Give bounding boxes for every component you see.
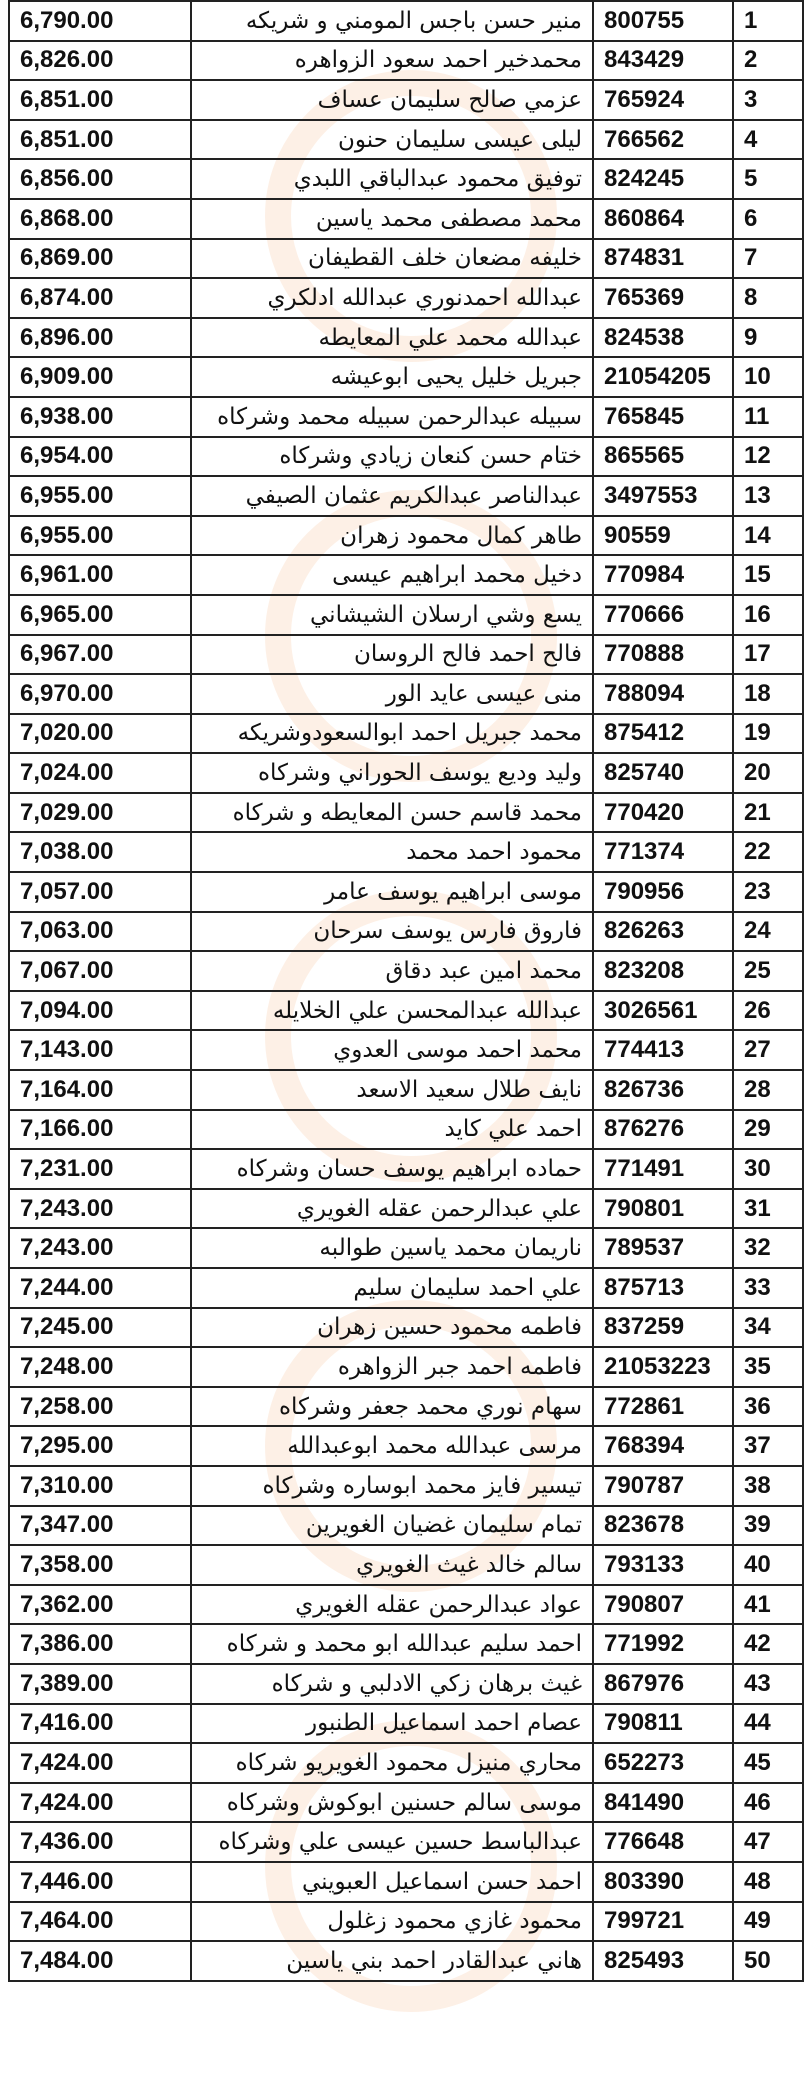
amount-cell: 7,436.00 [9,1822,191,1862]
account-number-cell: 823208 [593,951,733,991]
account-number-cell: 771992 [593,1624,733,1664]
name-cell: عصام احمد اسماعيل الطنبور [191,1704,593,1744]
row-index-cell: 26 [733,991,803,1031]
name-cell: عبدالله احمدنوري عبدالله ادلكري [191,278,593,318]
amount-cell: 7,362.00 [9,1585,191,1625]
table-row [9,714,803,754]
table-row [9,1268,803,1308]
name-cell: خليفه مضعان خلف القطيفان [191,239,593,279]
row-index-cell: 18 [733,674,803,714]
name-cell: محاري منيزل محمود الغويريو شركاه [191,1743,593,1783]
name-cell: دخيل محمد ابراهيم عيسى [191,555,593,595]
row-index-cell: 17 [733,635,803,675]
amount-cell: 6,868.00 [9,199,191,239]
table-row [9,120,803,160]
row-index-cell: 49 [733,1902,803,1942]
name-cell: غيث برهان زكي الادلبي و شركاه [191,1664,593,1704]
table-row [9,159,803,199]
account-number-cell: 799721 [593,1902,733,1942]
row-index-cell: 11 [733,397,803,437]
name-cell: فاطمه محمود حسين زهران [191,1308,593,1348]
row-index-cell: 36 [733,1387,803,1427]
account-number-cell: 790787 [593,1466,733,1506]
account-number-cell: 770666 [593,595,733,635]
account-number-cell: 90559 [593,516,733,556]
name-cell: سهام نوري محمد جعفر وشركاه [191,1387,593,1427]
account-number-cell: 874831 [593,239,733,279]
table-row [9,1030,803,1070]
account-number-cell: 843429 [593,41,733,81]
amount-cell: 7,244.00 [9,1268,191,1308]
amount-cell: 7,484.00 [9,1941,191,1981]
name-cell: عبدالله محمد علي المعايطه [191,318,593,358]
table-row [9,1664,803,1704]
amount-cell: 7,057.00 [9,872,191,912]
amount-cell: 7,258.00 [9,1387,191,1427]
table-body [9,1,803,1981]
row-index-cell: 27 [733,1030,803,1070]
table-row [9,635,803,675]
name-cell: مرسى عبدالله محمد ابوعبدالله [191,1426,593,1466]
account-number-cell: 867976 [593,1664,733,1704]
name-cell: منير حسن باجس المومني و شريكه [191,1,593,41]
name-cell: محمود غازي محمود زغلول [191,1902,593,1942]
account-number-cell: 770888 [593,635,733,675]
amount-cell: 6,826.00 [9,41,191,81]
account-number-cell: 823678 [593,1506,733,1546]
name-cell: علي عبدالرحمن عقله الغويري [191,1189,593,1229]
table-row [9,1070,803,1110]
amount-cell: 6,896.00 [9,318,191,358]
name-cell: فاطمه احمد جبر الزواهره [191,1347,593,1387]
amount-cell: 7,166.00 [9,1110,191,1150]
name-cell: فاروق فارس يوسف سرحان [191,912,593,952]
account-number-cell: 826263 [593,912,733,952]
name-cell: عزمي صالح سليمان عساف [191,80,593,120]
amount-cell: 6,856.00 [9,159,191,199]
row-index-cell: 45 [733,1743,803,1783]
table-row [9,1387,803,1427]
row-index-cell: 15 [733,555,803,595]
name-cell: عبدالله عبدالمحسن علي الخلايله [191,991,593,1031]
row-index-cell: 35 [733,1347,803,1387]
row-index-cell: 16 [733,595,803,635]
row-index-cell: 9 [733,318,803,358]
table-row [9,674,803,714]
amount-cell: 7,243.00 [9,1228,191,1268]
table-row [9,516,803,556]
table-row [9,239,803,279]
table-row [9,1822,803,1862]
account-number-cell: 768394 [593,1426,733,1466]
amount-cell: 7,164.00 [9,1070,191,1110]
amount-cell: 7,424.00 [9,1783,191,1823]
row-index-cell: 32 [733,1228,803,1268]
name-cell: محمد امين عبد دقاق [191,951,593,991]
table-row [9,278,803,318]
name-cell: موسى سالم حسنين ابوكوش وشركاه [191,1783,593,1823]
name-cell: توفيق محمود عبدالباقي اللبدي [191,159,593,199]
table-row [9,1308,803,1348]
account-number-cell: 790811 [593,1704,733,1744]
row-index-cell: 1 [733,1,803,41]
row-index-cell: 43 [733,1664,803,1704]
name-cell: نايف طلال سعيد الاسعد [191,1070,593,1110]
amount-cell: 6,790.00 [9,1,191,41]
row-index-cell: 3 [733,80,803,120]
amount-cell: 7,464.00 [9,1902,191,1942]
account-number-cell: 766562 [593,120,733,160]
amount-cell: 6,909.00 [9,357,191,397]
account-number-cell: 826736 [593,1070,733,1110]
table-row [9,1862,803,1902]
table-row [9,1743,803,1783]
row-index-cell: 29 [733,1110,803,1150]
table-row [9,1110,803,1150]
table-row [9,991,803,1031]
name-cell: محمدخير احمد سعود الزواهره [191,41,593,81]
amount-cell: 7,248.00 [9,1347,191,1387]
table-row [9,1704,803,1744]
table-row [9,832,803,872]
table-row [9,1902,803,1942]
account-number-cell: 790801 [593,1189,733,1229]
name-cell: ناريمان محمد ياسين طوالبه [191,1228,593,1268]
row-index-cell: 21 [733,793,803,833]
account-number-cell: 3497553 [593,476,733,516]
amount-cell: 6,851.00 [9,120,191,160]
name-cell: محمد مصطفى محمد ياسين [191,199,593,239]
amount-cell: 7,358.00 [9,1545,191,1585]
row-index-cell: 14 [733,516,803,556]
table-row [9,1189,803,1229]
account-number-cell: 21054205 [593,357,733,397]
amount-cell: 7,063.00 [9,912,191,952]
row-index-cell: 28 [733,1070,803,1110]
amount-cell: 7,143.00 [9,1030,191,1070]
name-cell: منى عيسى عايد الور [191,674,593,714]
amount-cell: 7,024.00 [9,753,191,793]
row-index-cell: 5 [733,159,803,199]
amount-cell: 6,851.00 [9,80,191,120]
name-cell: عواد عبدالرحمن عقله الغويري [191,1585,593,1625]
name-cell: ختام حسن كنعان زيادي وشركاه [191,437,593,477]
row-index-cell: 50 [733,1941,803,1981]
name-cell: محمود احمد محمد [191,832,593,872]
name-cell: عبدالباسط حسين عيسى علي وشركاه [191,1822,593,1862]
row-index-cell: 13 [733,476,803,516]
amount-cell: 6,955.00 [9,476,191,516]
amount-cell: 7,446.00 [9,1862,191,1902]
name-cell: سبيله عبدالرحمن سبيله محمد وشركاه [191,397,593,437]
account-number-cell: 790956 [593,872,733,912]
table-row [9,951,803,991]
row-index-cell: 23 [733,872,803,912]
account-number-cell: 837259 [593,1308,733,1348]
amount-cell: 7,347.00 [9,1506,191,1546]
table-row [9,872,803,912]
account-number-cell: 875713 [593,1268,733,1308]
row-index-cell: 10 [733,357,803,397]
table-row [9,1506,803,1546]
account-number-cell: 770420 [593,793,733,833]
table-row [9,437,803,477]
name-cell: احمد سليم عبدالله ابو محمد و شركاه [191,1624,593,1664]
account-number-cell: 824245 [593,159,733,199]
row-index-cell: 48 [733,1862,803,1902]
amount-cell: 7,231.00 [9,1149,191,1189]
account-number-cell: 765369 [593,278,733,318]
name-cell: جبريل خليل يحيى ابوعيشه [191,357,593,397]
table-row [9,595,803,635]
name-cell: سالم خالد غيث الغويري [191,1545,593,1585]
amount-cell: 6,965.00 [9,595,191,635]
row-index-cell: 37 [733,1426,803,1466]
account-number-cell: 803390 [593,1862,733,1902]
row-index-cell: 22 [733,832,803,872]
amount-cell: 6,970.00 [9,674,191,714]
amount-cell: 7,389.00 [9,1664,191,1704]
row-index-cell: 4 [733,120,803,160]
account-number-cell: 876276 [593,1110,733,1150]
table-row [9,753,803,793]
name-cell: محمد احمد موسى العدوي [191,1030,593,1070]
table-row [9,80,803,120]
table-row [9,41,803,81]
payments-table [8,0,804,1982]
amount-cell: 6,955.00 [9,516,191,556]
table-row [9,476,803,516]
amount-cell: 7,245.00 [9,1308,191,1348]
account-number-cell: 3026561 [593,991,733,1031]
row-index-cell: 40 [733,1545,803,1585]
amount-cell: 7,067.00 [9,951,191,991]
row-index-cell: 12 [733,437,803,477]
row-index-cell: 7 [733,239,803,279]
account-number-cell: 793133 [593,1545,733,1585]
row-index-cell: 2 [733,41,803,81]
row-index-cell: 8 [733,278,803,318]
account-number-cell: 790807 [593,1585,733,1625]
amount-cell: 7,386.00 [9,1624,191,1664]
table-row [9,397,803,437]
account-number-cell: 789537 [593,1228,733,1268]
table-row [9,1941,803,1981]
table-row [9,1,803,41]
table-row [9,1426,803,1466]
account-number-cell: 825493 [593,1941,733,1981]
name-cell: تمام سليمان غضيان الغويرين [191,1506,593,1546]
account-number-cell: 860864 [593,199,733,239]
row-index-cell: 33 [733,1268,803,1308]
account-number-cell: 771491 [593,1149,733,1189]
table-row [9,912,803,952]
amount-cell: 7,038.00 [9,832,191,872]
amount-cell: 7,243.00 [9,1189,191,1229]
row-index-cell: 20 [733,753,803,793]
name-cell: طاهر كمال محمود زهران [191,516,593,556]
name-cell: احمد حسن اسماعيل العبويني [191,1862,593,1902]
account-number-cell: 800755 [593,1,733,41]
account-number-cell: 772861 [593,1387,733,1427]
amount-cell: 6,967.00 [9,635,191,675]
row-index-cell: 44 [733,1704,803,1744]
row-index-cell: 25 [733,951,803,991]
name-cell: محمد قاسم حسن المعايطه و شركاه [191,793,593,833]
table-row [9,1624,803,1664]
account-number-cell: 788094 [593,674,733,714]
table-row [9,1149,803,1189]
name-cell: يسع وشي ارسلان الشيشاني [191,595,593,635]
name-cell: حماده ابراهيم يوسف حسان وشركاه [191,1149,593,1189]
amount-cell: 6,961.00 [9,555,191,595]
row-index-cell: 31 [733,1189,803,1229]
amount-cell: 7,295.00 [9,1426,191,1466]
row-index-cell: 34 [733,1308,803,1348]
name-cell: عبدالناصر عبدالكريم عثمان الصيفي [191,476,593,516]
row-index-cell: 46 [733,1783,803,1823]
account-number-cell: 21053223 [593,1347,733,1387]
table-row [9,1228,803,1268]
row-index-cell: 6 [733,199,803,239]
row-index-cell: 30 [733,1149,803,1189]
name-cell: محمد جبريل احمد ابوالسعودوشريكه [191,714,593,754]
name-cell: فالح احمد فالح الروسان [191,635,593,675]
table-row [9,555,803,595]
name-cell: موسى ابراهيم يوسف عامر [191,872,593,912]
table-row [9,1783,803,1823]
row-index-cell: 24 [733,912,803,952]
account-number-cell: 824538 [593,318,733,358]
name-cell: هاني عبدالقادر احمد بني ياسين [191,1941,593,1981]
row-index-cell: 19 [733,714,803,754]
account-number-cell: 875412 [593,714,733,754]
name-cell: تيسير فايز محمد ابوساره وشركاه [191,1466,593,1506]
table-row [9,1545,803,1585]
amount-cell: 6,954.00 [9,437,191,477]
amount-cell: 7,424.00 [9,1743,191,1783]
account-number-cell: 865565 [593,437,733,477]
account-number-cell: 765845 [593,397,733,437]
amount-cell: 7,416.00 [9,1704,191,1744]
amount-cell: 7,020.00 [9,714,191,754]
table-row [9,357,803,397]
row-index-cell: 47 [733,1822,803,1862]
row-index-cell: 38 [733,1466,803,1506]
amount-cell: 7,094.00 [9,991,191,1031]
amount-cell: 7,310.00 [9,1466,191,1506]
account-number-cell: 841490 [593,1783,733,1823]
table-row [9,1466,803,1506]
row-index-cell: 39 [733,1506,803,1546]
amount-cell: 6,938.00 [9,397,191,437]
name-cell: علي احمد سليمان سليم [191,1268,593,1308]
account-number-cell: 765924 [593,80,733,120]
row-index-cell: 41 [733,1585,803,1625]
account-number-cell: 771374 [593,832,733,872]
name-cell: ليلى عيسى سليمان حنون [191,120,593,160]
table-row [9,318,803,358]
account-number-cell: 774413 [593,1030,733,1070]
row-index-cell: 42 [733,1624,803,1664]
amount-cell: 7,029.00 [9,793,191,833]
amount-cell: 6,869.00 [9,239,191,279]
account-number-cell: 825740 [593,753,733,793]
account-number-cell: 770984 [593,555,733,595]
account-number-cell: 652273 [593,1743,733,1783]
table-row [9,1347,803,1387]
table-row [9,793,803,833]
amount-cell: 6,874.00 [9,278,191,318]
name-cell: احمد علي كايد [191,1110,593,1150]
account-number-cell: 776648 [593,1822,733,1862]
name-cell: وليد وديع يوسف الحوراني وشركاه [191,753,593,793]
table-row [9,1585,803,1625]
table-row [9,199,803,239]
